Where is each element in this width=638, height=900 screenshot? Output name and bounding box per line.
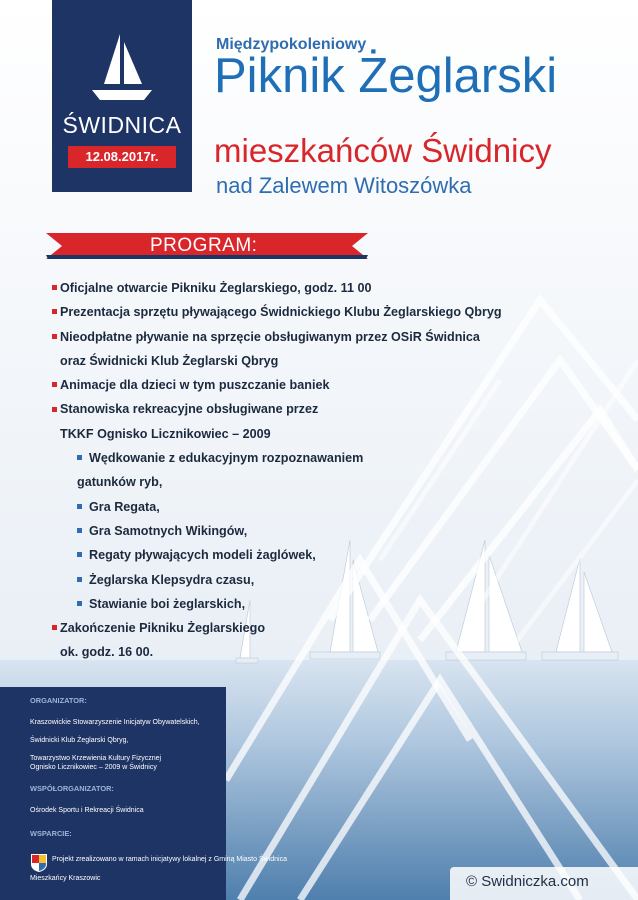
bullet-square-icon <box>77 601 82 606</box>
list-item: Żeglarska Klepsydra czasu, <box>52 568 492 592</box>
support-heading: WSPARCIE: <box>30 829 72 838</box>
list-item: Regaty pływających modeli żaglówek, <box>52 543 492 567</box>
bullet-square-icon <box>77 455 82 460</box>
list-item: Wędkowanie z edukacyjnym rozpoznawaniem <box>52 446 492 470</box>
list-item: TKKF Ognisko Licznikowiec – 2009 <box>60 426 271 441</box>
list-item: Stawianie boi żeglarskich, <box>52 592 492 616</box>
badge-city-name: ŚWIDNICA <box>62 112 182 138</box>
bullet-square-icon <box>77 528 82 533</box>
list-item: oraz Świdnicki Klub Żeglarski Qbryg <box>60 353 279 368</box>
page-title: Piknik Żeglarski <box>214 49 558 103</box>
list-item: Oficjalne otwarcie Pikniku Żeglarskiego, godz. 11 00 <box>52 276 492 300</box>
bullet-square-icon <box>52 285 57 290</box>
coorganizer-line: Ośrodek Sportu i Rekreacji Świdnica <box>30 807 144 814</box>
organizer-line: Świdnicki Klub Żeglarski Qbryg, <box>30 737 129 744</box>
list-item: Prezentacja sprzętu pływającego Świdnickiego Klubu Żeglarskiego Qbryg <box>52 300 492 324</box>
program-heading: PROGRAM: <box>150 235 258 256</box>
list-item: Animacje dla dzieci w tym puszczanie baniek <box>52 373 492 397</box>
watermark <box>450 867 638 900</box>
list-item: Gra Regata, <box>52 495 492 519</box>
program-list <box>52 276 502 665</box>
coorganizer-heading: WSPÓŁORGANIZATOR: <box>30 784 114 793</box>
list-item: gatunków ryb, <box>77 475 163 490</box>
bullet-square-icon <box>77 552 82 557</box>
support-line: Projekt zrealizowano w ramach inicjatywy lokalnej z Gminą Miasto Świdnica <box>52 856 287 863</box>
organizer-line: Ognisko Licznikowiec – 2009 w Świdnicy <box>30 764 157 771</box>
title-subtitle: mieszkańców Świdnicy <box>214 132 552 169</box>
list-item: ok. godz. 16 00. <box>60 645 154 660</box>
bullet-square-icon <box>52 407 57 412</box>
event-date: 12.08.2017r. <box>68 146 176 168</box>
organizer-heading: ORGANIZATOR: <box>30 696 87 705</box>
watermark-text: © Swidniczka.com <box>466 873 589 890</box>
organizer-line: Towarzystwo Krzewienia Kultury Fizycznej <box>30 755 162 762</box>
title-pre: Międzypokoleniowy <box>216 36 367 53</box>
bullet-square-icon <box>52 334 57 339</box>
list-item: Zakończenie Pikniku Żeglarskiego <box>52 616 492 640</box>
organizer-line: Kraszowickie Stowarzyszenie Inicjatyw Obywatelskich, <box>30 719 200 726</box>
bullet-square-icon <box>52 309 57 314</box>
list-item: Gra Samotnych Wikingów, <box>52 519 492 543</box>
bullet-square-icon <box>77 577 82 582</box>
bullet-square-icon <box>52 382 57 387</box>
coat-of-arms-icon <box>30 853 48 873</box>
list-item: Stanowiska rekreacyjne obsługiwane przez <box>52 397 492 421</box>
city-badge <box>52 0 192 192</box>
title-location: nad Zalewem Witoszówka <box>216 173 472 198</box>
bullet-square-icon <box>77 504 82 509</box>
sailboat-logo-icon <box>90 32 154 104</box>
bullet-square-icon <box>52 625 57 630</box>
residents-line: Mieszkańcy Kraszowic <box>30 875 101 882</box>
list-item: Nieodpłatne pływanie na sprzęcie obsługiwanym przez OSiR Świdnica <box>52 325 492 349</box>
